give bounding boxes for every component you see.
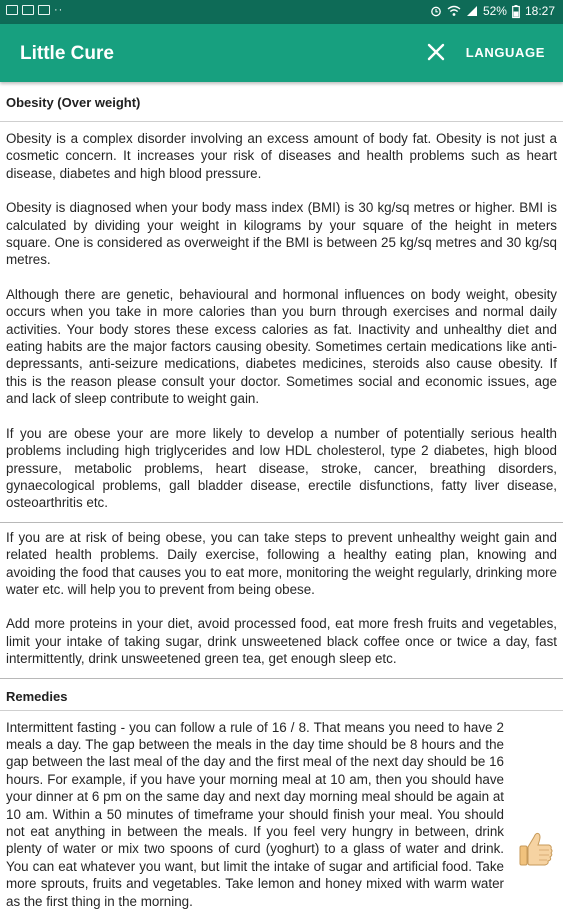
section-title: Obesity (Over weight) [0,82,563,122]
paragraph: Obesity is diagnosed when your body mass index (BMI) is 30 kg/sq metres or higher. BMI is calculated by dividing your weight in kilograms by your square of the height in meters square. One is considered as overweight if the BMI is between 25 kg/sq metres and 30 kg/sq metres. [6,200,557,268]
battery-percent: 52% [482,4,507,18]
remedies-title: Remedies [0,678,563,711]
image-icon [22,5,34,15]
battery-icon [512,5,520,18]
message-icon [38,5,50,15]
close-button[interactable] [424,40,448,64]
remedy-text: Intermittent fasting - you can follow a rule of 16 / 8. That means you need to have 2 meals a day. The gap between the meals in the day time should be 8 hours and the gap between the last meal of the day and the first meal of the next day should be 16 hours. For example, if you have your morning meal at 10 am, then you should have your dinner at 6 pm on the same day and next day morning meal should be again at 10 am. Within a 50 minutes of timeframe your should finish your meal. You should not eat anything in between the meals. If you feel very hungry in between, drink plenty of water or mix two spoons of curd (yoghurt) to a glass of water and drink. You can eat whatever you want, but limit the intake of sugar and artificial food. Take more sprouts, fruits and vegetables. Take lemon and honey mixed with warm water as the first thing in the morning. [6,719,504,909]
notification-icons [6,4,63,16]
clock: 18:27 [524,4,555,18]
prevention-body [0,523,563,678]
article-content[interactable] [0,82,563,909]
more-notifications-icon: ·· [54,4,64,16]
app-bar [0,24,563,82]
paragraph: If you are at risk of being obese, you can take steps to prevent unhealthy weight gain and related health problems. Daily exercise, following a healthy eating plan, knowing and avoiding the food that causes you to eat more, monitoring the weight regularly, drinking more water etc. will help you to prevent from being obese. [6,529,557,597]
alarm-icon [430,5,442,17]
notification-icon [6,5,18,15]
status-bar [0,0,563,24]
wifi-icon [447,5,461,17]
section-body [0,122,563,520]
system-indicators [430,4,555,18]
paragraph: If you are obese your are more likely to develop a number of potentially serious health problems including high triglycerides and low HDL cholesterol, type 2 diabetes, high blood pressure, metabolic problems, heart disease, stroke, cancer, breathing disorders, gynaecological problems, gall bladder disease, erectile disfunctions, fatty liver disease, osteoarthritis etc. [6,425,557,511]
paragraph: Although there are genetic, behavioural and hormonal influences on body weight, obesity occurs when you take in more calories than you burn through exercises and normal daily activities. Your body stores these excess calories as fat. Inactivity and unhealthy diet and eating habits are the major factors causing obesity. Sometimes certain medications like anti-depressants, anti-seizure medications, diabetes medicines, steroids also cause obesity. If this is the reason please consult your doctor. Sometimes social and economic issues, age and lack of sleep contribute to weight gain. [6,286,557,407]
signal-icon [466,5,478,17]
app-title: Little Cure [20,43,114,64]
like-button[interactable] [518,829,554,869]
paragraph: Obesity is a complex disorder involving an excess amount of body fat. Obesity is not just a cosmetic concern. It increases your risk of diseases and health problems such as heart disease, diabetes and high blood pressure. [6,131,557,181]
paragraph: Add more proteins in your diet, avoid processed food, eat more fresh fruits and vegetables, limit your intake of taking sugar, drink unsweetened black coffee once or twice a day, fast intermittently, drink unsweetened green tea, get enough sleep etc. [6,616,557,667]
thumbs-up-icon [518,829,554,869]
language-button[interactable]: LANGUAGE [465,45,545,60]
close-icon [424,40,448,64]
remedy-item [0,711,563,910]
